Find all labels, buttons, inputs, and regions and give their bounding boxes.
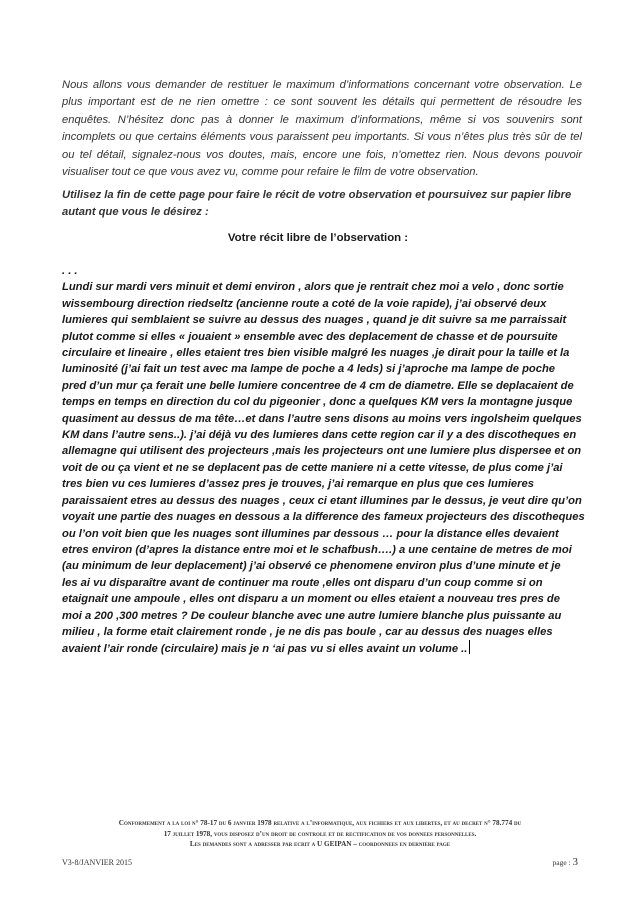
- narrative-line: (au minimum de leur deplacement) j’ai observé ce phenomene environ plus d’une minute et je: [62, 560, 561, 573]
- narrative-line: quasiment au dessus de ma tête…et dans l’autre sens disons au moins vers ingolsheim quelques: [62, 412, 582, 425]
- narrative-line: ou l’on voit bien que les nuages sont illumines par dessous … pour la distance elles devaient: [62, 527, 559, 540]
- narrative-line: tres bien vu ces lumieres d’assez pres je trouves, j’ai remarque en plus que ces lumieres: [62, 478, 534, 491]
- narrative-line: temps en temps en direction du col du pigeonier , donc a quelques KM vers la montagne jusque: [62, 396, 573, 409]
- version-label: V3-8/JANVIER 2015: [62, 858, 132, 867]
- narrative-line: wissembourg direction riedseltz (ancienne route a coté de la voie rapide), j’ai observé deux: [62, 297, 547, 310]
- observation-narrative[interactable]: [62, 263, 584, 658]
- intro-paragraph: Nous allons vous demander de restituer le maximum d’informations concernant votre observation. Le plus important est de ne rien omettre : ce sont souvent les détails qui permettent de résoudre les enquêtes. N’hésitez donc pas à donner le maximum d’informations, même si vos souvenirs sont incomplets ou que certains éléments vous paraissent peu importants. Si vous n’êtes plus très sûr de tel ou tel détail, signalez-nous vos doutes, mais, encore une fois, n’omettez rien. Nous devons pouvoir visualiser tout ce que vous avez vu, comme pour refaire le film de votre observation.: [62, 79, 582, 179]
- legal-line: 17 juillet 1978, vous disposez d’un droit de controle et de rectification de vos donnees personnelles.: [163, 829, 477, 838]
- legal-line: Les demandes sont a adresser par ecrit a U GEIPAN – coordonnees en derniere page: [189, 840, 451, 848]
- narrative-line: voyait une partie des nuages en dessous a la difference des fameux projecteurs des discotheques: [62, 511, 585, 524]
- narrative-line: paraissaient etres au dessus des nuages , ceux ci etant illumines par le dessus, je veut dire qu’on: [62, 494, 582, 507]
- narrative-line: KM dans l’autre sens..). j’ai déjà vu des lumieres dans cette region car il y a des discotheques en: [62, 429, 577, 442]
- narrative-line: les ai vu disparaître avant de continuer ma route ,elles ont disparu d’un coup comme si on: [62, 576, 543, 589]
- legal-line: Conformement a la loi n° 78-17 du 6 janvier 1978 relative a l’informatique, aux fichiers et aux libertes, et au decret n° 78.774 du: [118, 819, 522, 827]
- legal-notice: [70, 818, 570, 850]
- narrative-line: . . .: [62, 265, 78, 277]
- narrative-line: etres environ (d’apres la distance entre moi et le schafbush….) a une centaine de metres de moi: [62, 543, 572, 556]
- narrative-line: circulaire et lineaire , elles etaient tres bien visible malgré les nuages ,je dirait pour la taille et la: [62, 347, 570, 360]
- text-cursor: [469, 640, 470, 654]
- page-label: page :: [552, 858, 571, 867]
- narrative-line: milieu , la forme etait clairement ronde , je ne dis pas boule , car au dessus des nuages elles: [62, 625, 553, 638]
- narrative-line: voit de ou ça vient et ne se deplacent pas de cette maniere ni a cette vitesse, de plus come j’ai: [62, 461, 563, 474]
- section-title: Votre récit libre de l’observation :: [227, 232, 409, 244]
- narrative-line: lumieres qui semblaient se suivre au dessus des nuages , quand je dit suivre sa me parraissait: [62, 314, 567, 327]
- narrative-line: allemagne qui utilisent des projecteurs ,mais les projecteurs ont une lumiere plus dispersee et on: [62, 445, 582, 458]
- narrative-line: etaignait une ampoule , elles ont disparu a un moment ou elles etaient a nouveau tres pres de: [62, 593, 560, 606]
- narrative-line: Lundi sur mardi vers minuit et demi environ , alors que je rentrait chez moi a velo , donc sortie: [62, 281, 564, 294]
- narrative-line: plutot comme si elles « jouaient » ensemble avec des deplacement de chasse et de poursuite: [62, 330, 558, 343]
- narrative-line-last: [62, 640, 584, 657]
- narrative-line: moi a 200 ,300 metres ? De couleur blanche avec une autre lumiere blanche plus puissante au: [62, 609, 562, 622]
- instruction-paragraph: Utilisez la fin de cette page pour faire le récit de votre observation et poursuivez sur papier libre autant que vous le désirez :: [62, 189, 572, 219]
- page-number: 3: [572, 856, 578, 868]
- narrative-line: luminosité (j’ai fait un test avec ma lampe de poche a 4 leds) si j’aproche ma lampe de poche: [62, 363, 556, 376]
- page-indicator: [553, 856, 579, 868]
- narrative-line-text: avaient l’air ronde (circulaire) mais je n ‘ai pas vu si elles avaint un volume ..: [62, 643, 468, 656]
- narrative-line: pred d’un mur ça ferait une belle lumiere concentree de 4 cm de diametre. Elle se deplacaient de: [62, 379, 574, 392]
